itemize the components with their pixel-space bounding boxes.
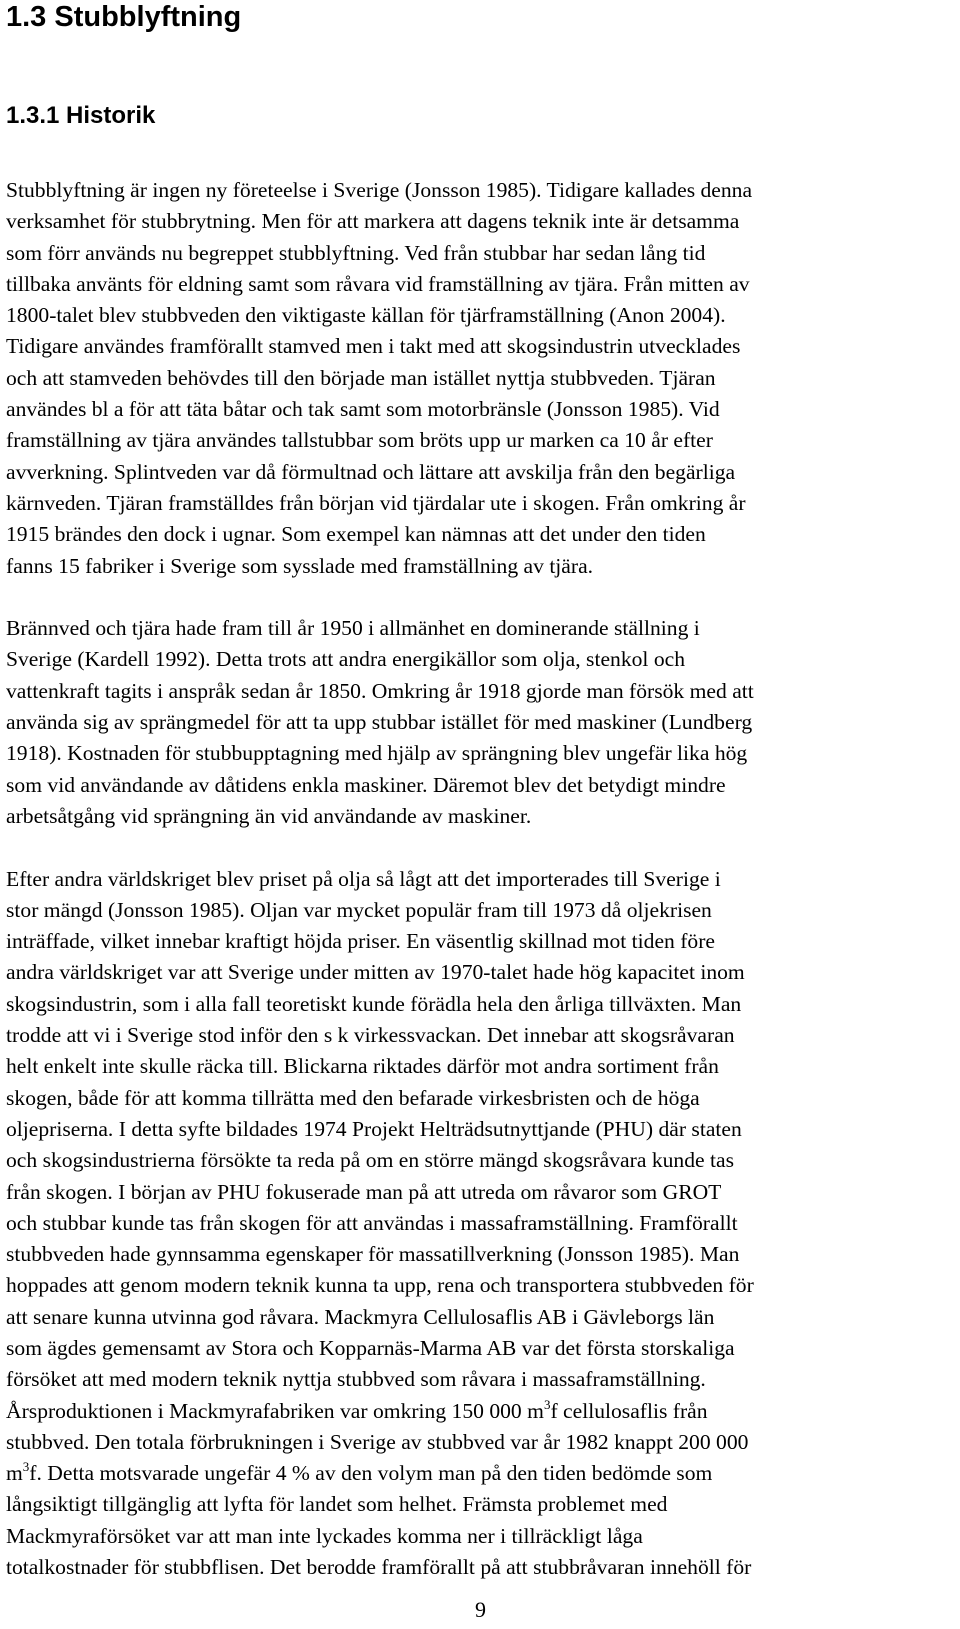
text-line: och skogsindustrierna försökte ta reda på om en större mängd skogsråvara kunde tas	[6, 1148, 734, 1173]
text-line: 1915 brändes den dock i ugnar. Som exempel kan nämnas att det under den tiden	[6, 522, 706, 547]
text-line: användes bl a för att täta båtar och tak samt som motorbränsle (Jonsson 1985). Vid	[6, 397, 720, 422]
text-line	[6, 1396, 960, 1427]
text-line: 1800-talet blev stubbveden den viktigaste källan för tjärframställning (Anon 2004).	[6, 303, 726, 328]
text-line: verksamhet för stubbrytning. Men för att markera att dagens teknik inte är detsamma	[6, 209, 740, 234]
text-line: totalkostnader för stubbflisen. Det berodde framförallt på att stubbråvaran innehöll för	[6, 1555, 752, 1580]
text-line: försöket att med modern teknik nyttja stubbved som råvara i massaframställning.	[6, 1367, 706, 1392]
paragraph-3	[6, 864, 960, 1584]
text-line: skogen, både för att komma tillrätta med den befarade virkesbristen och de höga	[6, 1085, 700, 1110]
text-line: andra världskriget var att Sverige under mitten av 1970-talet hade hög kapacitet inom	[6, 960, 745, 985]
paragraph-3-lines	[6, 864, 960, 1396]
paragraph-2	[6, 613, 960, 832]
paragraph-1	[6, 175, 960, 582]
superscript: 3	[22, 1459, 30, 1475]
text-line: hoppades att genom modern teknik kunna ta upp, rena och transportera stubbveden för	[6, 1273, 754, 1298]
text-line: långsiktigt tillgänglig att lyfta för landet som helhet. Främsta problemet med	[6, 1492, 668, 1517]
text-line: som förr används nu begreppet stubblyftning. Ved från stubbar har sedan lång tid	[6, 240, 706, 265]
text-line: avverkning. Splintveden var då förmultnad och lättare att avskilja från den begärliga	[6, 459, 736, 484]
text-line: Stubblyftning är ingen ny företeelse i Sverige (Jonsson 1985). Tidigare kallades denna	[6, 178, 753, 202]
subsection-heading: 1.3.1 Historik	[6, 102, 156, 129]
text-line: stor mängd (Jonsson 1985). Oljan var mycket populär fram till 1973 då oljekrisen	[6, 897, 712, 922]
text-line: fanns 15 fabriker i Sverige som sysslade med framställning av tjära.	[6, 553, 594, 578]
text-line: stubbved. Den totala förbrukningen i Sverige av stubbved var år 1982 knappt 200 000	[6, 1429, 749, 1454]
text-line: trodde att vi i Sverige stod inför den s k virkessvackan. Det innebar att skogsråvaran	[6, 1023, 735, 1048]
text-line: Mackmyraförsöket var att man inte lyckades komma ner i tillräckligt låga	[6, 1523, 643, 1548]
text-line: inträffade, vilket innebar kraftigt höjda priser. En väsentlig skillnad mot tiden före	[6, 929, 715, 954]
text-line: kärnveden. Tjäran framställdes från början vid tjärdalar ute i skogen. Från omkring år	[6, 490, 746, 515]
text-line: vattenkraft tagits i anspråk sedan år 1850. Omkring år 1918 gjorde man försök med att	[6, 678, 754, 703]
body-text	[6, 175, 960, 1615]
text-line: Brännved och tjära hade fram till år 1950 i allmänhet en dominerande ställning i	[6, 616, 700, 641]
text-fragment: f. Detta motsvarade ungefär 4 % av den volym man på den tiden bedömde som	[29, 1461, 713, 1486]
text-line: arbetsåtgång vid sprängning än vid användande av maskiner.	[6, 803, 532, 828]
superscript: 3	[543, 1396, 551, 1412]
text-line: skogsindustrin, som i alla fall teoretiskt kunde förädla hela den årliga tillväxten. Man	[6, 991, 742, 1016]
text-line: helt enkelt inte skulle räcka till. Blickarna riktades därför mot andra sortiment från	[6, 1054, 719, 1079]
paragraph-3-tail-lines	[6, 1489, 960, 1583]
text-line: och att stamveden behövdes till den började man istället nyttja stubbveden. Tjäran	[6, 365, 716, 390]
text-line: använda sig av sprängmedel för att ta upp stubbar istället för med maskiner (Lundberg	[6, 710, 753, 735]
section-heading: 1.3 Stubblyftning	[6, 1, 242, 33]
text-fragment: Årsproduktionen i Mackmyrafabriken var omkring 150 000 m	[6, 1398, 544, 1423]
text-line: att senare kunna utvinna god råvara. Mackmyra Cellulosaflis AB i Gävleborgs län	[6, 1304, 715, 1329]
text-line: oljepriserna. I detta syfte bildades 1974 Projekt Helträdsutnyttjande (PHU) där staten	[6, 1116, 742, 1141]
text-line: som vid användande av dåtidens enkla maskiner. Däremot blev det betydigt mindre	[6, 772, 726, 797]
text-line: 1918). Kostnaden för stubbupptagning med hjälp av sprängning blev ungefär lika hög	[6, 741, 748, 766]
text-line: stubbveden hade gynnsamma egenskaper för massatillverkning (Jonsson 1985). Man	[6, 1242, 740, 1267]
text-line: tillbaka använts för eldning samt som råvara vid framställning av tjära. Från mitten av	[6, 271, 750, 296]
text-line: Sverige (Kardell 1992). Detta trots att andra energikällor som olja, stenkol och	[6, 647, 686, 672]
text-fragment: m	[6, 1461, 23, 1486]
text-line: från skogen. I början av PHU fokuserade man på att utreda om råvaror som GROT	[6, 1179, 722, 1204]
text-line: Efter andra världskriget blev priset på olja så lågt att det importerades till Sverige i	[6, 866, 721, 891]
text-fragment: f cellulosaflis från	[550, 1398, 708, 1423]
text-line: och stubbar kunde tas från skogen för att användas i massaframställning. Framförallt	[6, 1210, 738, 1235]
text-line: Tidigare användes framförallt stamved men i takt med att skogsindustrin utvecklades	[6, 334, 741, 359]
text-line: framställning av tjära användes tallstubbar som bröts upp ur marken ca 10 år efter	[6, 428, 713, 453]
page-number: 9	[475, 1597, 486, 1622]
text-line: som ägdes gemensamt av Stora och Kopparnäs-Marma AB var det första storskaliga	[6, 1335, 735, 1360]
text-line	[6, 1458, 960, 1489]
